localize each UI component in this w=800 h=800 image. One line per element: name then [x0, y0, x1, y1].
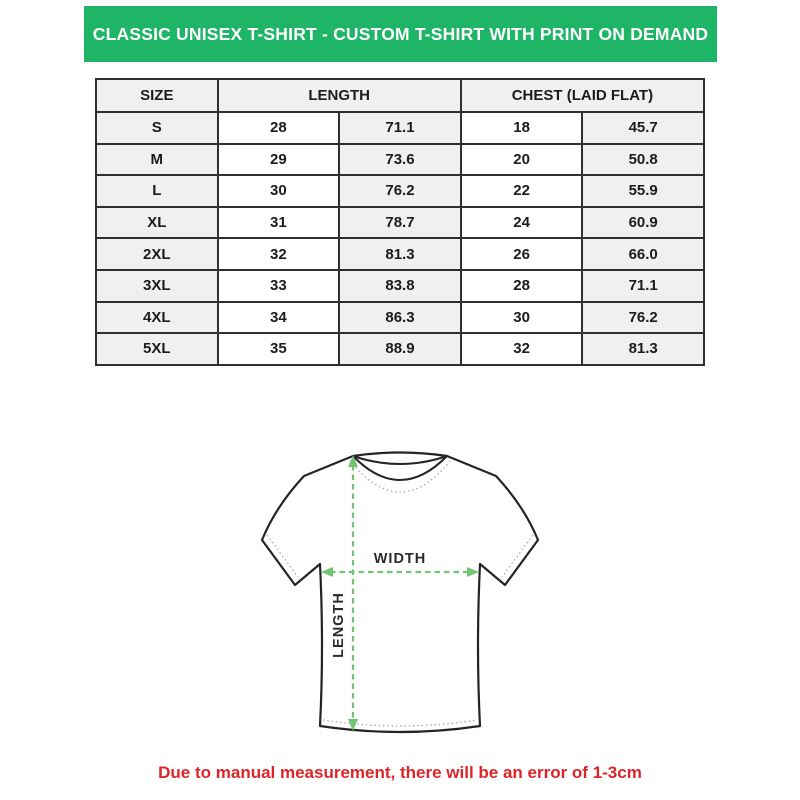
cell-chest-in: 20: [461, 144, 583, 176]
cell-length-cm: 83.8: [339, 270, 461, 302]
cell-length-in: 35: [218, 333, 340, 365]
cell-length-cm: 78.7: [339, 207, 461, 239]
cell-length-cm: 76.2: [339, 175, 461, 207]
cell-chest-in: 28: [461, 270, 583, 302]
cell-chest-cm: 60.9: [582, 207, 704, 239]
cell-length-in: 32: [218, 238, 340, 270]
cell-chest-cm: 55.9: [582, 175, 704, 207]
tshirt-outline: [262, 453, 538, 733]
measurement-error-note: Due to manual measurement, there will be an error of 1-3cm: [158, 763, 642, 782]
tshirt-diagram-svg: [248, 442, 552, 750]
size-chart-table: [95, 78, 705, 366]
page-title: CLASSIC UNISEX T-SHIRT - CUSTOM T-SHIRT WITH PRINT ON DEMAND: [92, 23, 709, 44]
table-row: [96, 270, 704, 302]
cell-chest-in: 30: [461, 302, 583, 334]
cell-chest-in: 18: [461, 112, 583, 144]
cell-length-cm: 71.1: [339, 112, 461, 144]
cell-chest-cm: 66.0: [582, 238, 704, 270]
width-label: WIDTH: [373, 551, 427, 567]
cell-chest-in: 26: [461, 238, 583, 270]
length-label: LENGTH: [331, 592, 347, 658]
table-row: [96, 207, 704, 239]
cell-chest-in: 22: [461, 175, 583, 207]
cell-chest-cm: 50.8: [582, 144, 704, 176]
cell-length-in: 34: [218, 302, 340, 334]
table-row: [96, 238, 704, 270]
cell-chest-in: 32: [461, 333, 583, 365]
cell-length-in: 28: [218, 112, 340, 144]
table-row: [96, 302, 704, 334]
cell-length-cm: 73.6: [339, 144, 461, 176]
column-header-size: SIZE: [96, 79, 218, 112]
cell-length-in: 33: [218, 270, 340, 302]
cell-size: S: [96, 112, 218, 144]
table-row: [96, 144, 704, 176]
cell-size: M: [96, 144, 218, 176]
table-row: [96, 112, 704, 144]
cell-chest-cm: 76.2: [582, 302, 704, 334]
cell-length-in: 29: [218, 144, 340, 176]
cell-length-cm: 88.9: [339, 333, 461, 365]
cell-length-in: 31: [218, 207, 340, 239]
cell-size: L: [96, 175, 218, 207]
cell-size: 5XL: [96, 333, 218, 365]
column-header-chest: CHEST (LAID FLAT): [461, 79, 704, 112]
cell-length-cm: 86.3: [339, 302, 461, 334]
cell-length-in: 30: [218, 175, 340, 207]
column-header-length: LENGTH: [218, 79, 461, 112]
title-banner: [84, 6, 717, 62]
header-row: [96, 79, 704, 112]
cell-size: 2XL: [96, 238, 218, 270]
cell-chest-in: 24: [461, 207, 583, 239]
cell-chest-cm: 81.3: [582, 333, 704, 365]
cell-size: XL: [96, 207, 218, 239]
cell-size: 3XL: [96, 270, 218, 302]
tshirt-measurement-diagram: [248, 442, 552, 750]
cell-chest-cm: 71.1: [582, 270, 704, 302]
table-row: [96, 333, 704, 365]
cell-size: 4XL: [96, 302, 218, 334]
cell-length-cm: 81.3: [339, 238, 461, 270]
table-row: [96, 175, 704, 207]
cell-chest-cm: 45.7: [582, 112, 704, 144]
